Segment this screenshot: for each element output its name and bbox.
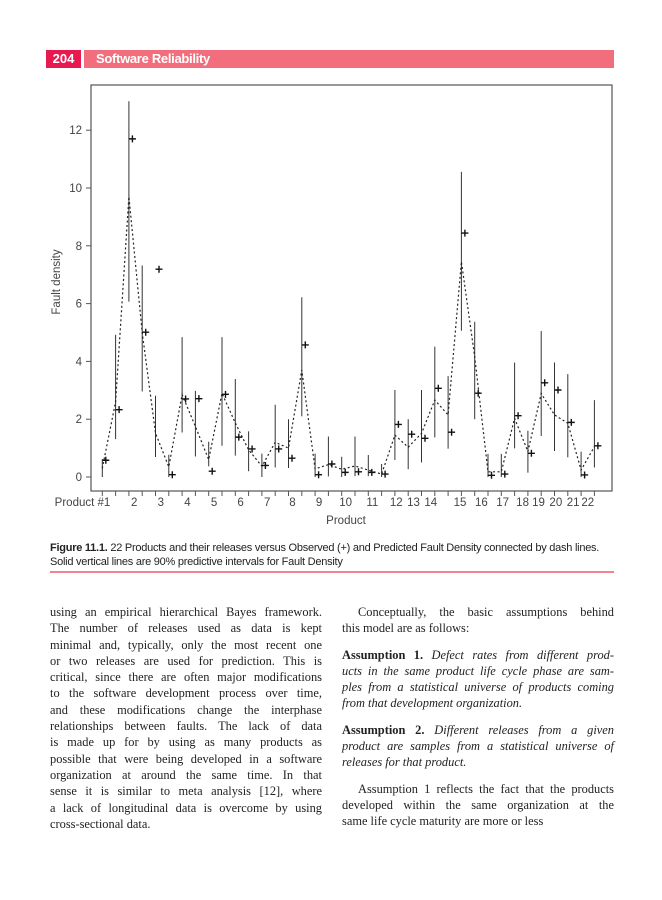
assumption1-text: ples from a statistical universe of products coming [342,680,614,695]
figure-caption [50,541,616,569]
text-line: or two releases are used for prediction. This is [50,653,322,668]
observed-point [142,329,149,336]
assumption2-text: product are samples from a statistical universe of [342,739,614,754]
observed-point [541,379,548,386]
text-line: developed within the same organization at the [342,797,614,812]
text-line: is made up for by using as many products as [50,735,322,750]
text-line [342,695,614,711]
text-line: organization at around the same time. In that [50,767,322,782]
x-tick-label: Product #1 [54,497,111,509]
observed-point [328,460,335,467]
plus-marker [461,230,468,237]
intro-paragraph [342,604,614,637]
observed-point [448,429,455,436]
text-line: cross-sectional data. [50,816,151,831]
text-line: possible that were being developed in a software [50,751,322,766]
closing-paragraph [342,781,614,830]
plus-marker [594,442,601,449]
plus-marker [315,471,322,478]
observed-point [515,412,522,419]
plus-marker [541,379,548,386]
observed-point [342,469,349,476]
plus-marker [408,431,415,438]
plus-marker [475,390,482,397]
text-line [342,647,614,663]
x-tick-label: 4 [184,497,191,509]
x-tick-label: 17 [496,497,510,509]
plus-marker [488,472,495,479]
y-tick-label: 8 [75,240,82,253]
plus-marker [182,395,189,402]
observed-point [395,421,402,428]
assumption-2 [342,722,614,771]
plus-marker [209,468,216,475]
x-tick-label: 5 [210,497,218,509]
text-line: relationships between faults. The lack of data [50,719,322,734]
text-line [342,738,614,754]
x-tick-label: 21 [566,497,580,509]
plus-marker [195,395,202,402]
text-line [342,679,614,695]
text-line: sense it is similar to meta analysis [12], where [50,784,322,799]
observed-point [488,472,495,479]
plus-marker [568,419,575,426]
observed-point [262,462,269,469]
observed-point [289,455,296,462]
x-tick-label: 9 [315,497,323,509]
observed-point [275,445,282,452]
x-tick-label: 15 [453,497,467,509]
plus-marker [142,329,149,336]
observed-point [594,442,601,449]
page-number: 204 [46,50,81,68]
text-line: The number of releases used as data is kept [50,621,322,636]
text-line: and these modifications change the interphase [50,702,322,717]
plus-marker [355,468,362,475]
x-tick-label: 6 [237,497,244,509]
plus-marker [368,469,375,476]
y-tick-label: 0 [75,472,82,484]
observed-point [408,431,415,438]
text-line [342,754,614,770]
assumption1-label: Assumption 1. [342,647,424,662]
text-line: to the software development process over time, [50,686,322,701]
plus-marker [328,460,335,467]
observed-point [156,266,163,273]
observed-point [568,419,575,426]
x-tick-label: 19 [532,497,545,509]
observed-point [435,385,442,392]
y-tick-label: 4 [75,356,82,369]
plus-marker [262,462,269,469]
text-line: this model are as follows: [342,621,470,636]
assumption2-text: releases for that product. [342,755,467,770]
text-line: using an empirical hierarchical Bayes framework. [50,605,322,619]
x-tick-label: 14 [424,497,438,509]
plus-marker [528,450,535,457]
plus-marker [515,412,522,419]
plus-marker [235,434,242,441]
x-tick-label: 20 [549,497,563,509]
y-tick-label: 10 [69,183,82,195]
observed-point [528,450,535,457]
text-line: Assumption 1 reflects the fact that the products [358,781,614,796]
observed-point [555,387,562,394]
body-paragraph [50,604,322,832]
plus-marker [342,469,349,476]
x-tick-label: 10 [339,497,353,509]
observed-point [475,390,482,397]
y-tick-label: 12 [69,125,82,138]
observed-point [581,471,588,478]
running-header-title: Software Reliability [84,50,614,68]
plus-marker [169,471,176,478]
observed-point [461,230,468,237]
x-tick-label: 3 [157,497,165,509]
x-tick-label: 16 [474,497,488,509]
observed-point [116,406,123,413]
observed-point [302,341,309,348]
observed-point [501,471,508,478]
y-axis-label: Fault density [51,249,63,315]
assumption-1 [342,647,614,712]
text-line [342,663,614,679]
x-tick-label: 2 [131,497,138,509]
y-tick-label: 6 [75,298,82,311]
plus-marker [555,387,562,394]
figure-caption-text: 22 Products and their releases versus Observed (+) and Predicted Fault Density connected by dash lines. Solid vertical lines are 90% predictive intervals for Fault Density [50,542,600,568]
plus-marker [222,391,229,398]
predicted-line [102,197,594,474]
plus-marker [156,266,163,273]
observed-point [368,469,375,476]
observed-point [182,395,189,402]
assumption1-text: ucts in the same product life cycle phase are sam- [342,663,614,678]
assumption2-text: Different releases from a given [434,722,614,737]
observed-point [169,471,176,478]
observed-point [235,434,242,441]
x-tick-label: 13 [407,497,420,509]
assumption1-text: from that development organization. [342,696,523,711]
plus-marker [581,471,588,478]
plus-marker [501,471,508,478]
y-tick-label: 2 [75,414,82,427]
plus-marker [448,429,455,436]
text-line: same life cycle maturity are more or less [342,814,544,829]
observed-point [422,435,429,442]
text-line: critical, since there are often major modifications [50,670,322,685]
plus-marker [289,455,296,462]
text-line: a lack of longitudinal data is overcome by using [50,800,322,815]
text-line: minimal and, typically, only the most recent one [50,637,322,652]
plus-marker [302,341,309,348]
figure-label: Figure 11.1. [50,542,108,554]
x-tick-label: 8 [289,497,296,509]
plus-marker [275,445,282,452]
plus-marker [116,406,123,413]
text-line: Conceptually, the basic assumptions behind [358,605,614,619]
plus-marker [129,135,136,142]
observed-point [222,391,229,398]
right-column [342,604,614,840]
observed-point [209,468,216,475]
plus-marker [422,435,429,442]
x-tick-label: 18 [516,497,529,509]
x-tick-label: 7 [264,497,271,509]
left-column [50,604,322,832]
observed-point [195,395,202,402]
x-tick-label: 11 [366,497,379,509]
caption-divider [50,571,614,573]
observed-point [355,468,362,475]
plot-frame [91,85,612,491]
x-tick-label: 22 [581,497,595,509]
observed-point [129,135,136,142]
assumption1-text: Defect rates from different prod- [431,647,614,662]
assumption2-label: Assumption 2. [342,722,425,737]
plus-marker [435,385,442,392]
x-axis-label: Product [326,515,366,527]
text-line [342,722,614,738]
x-tick-label: 12 [389,497,403,509]
observed-point [315,471,322,478]
plus-marker [395,421,402,428]
